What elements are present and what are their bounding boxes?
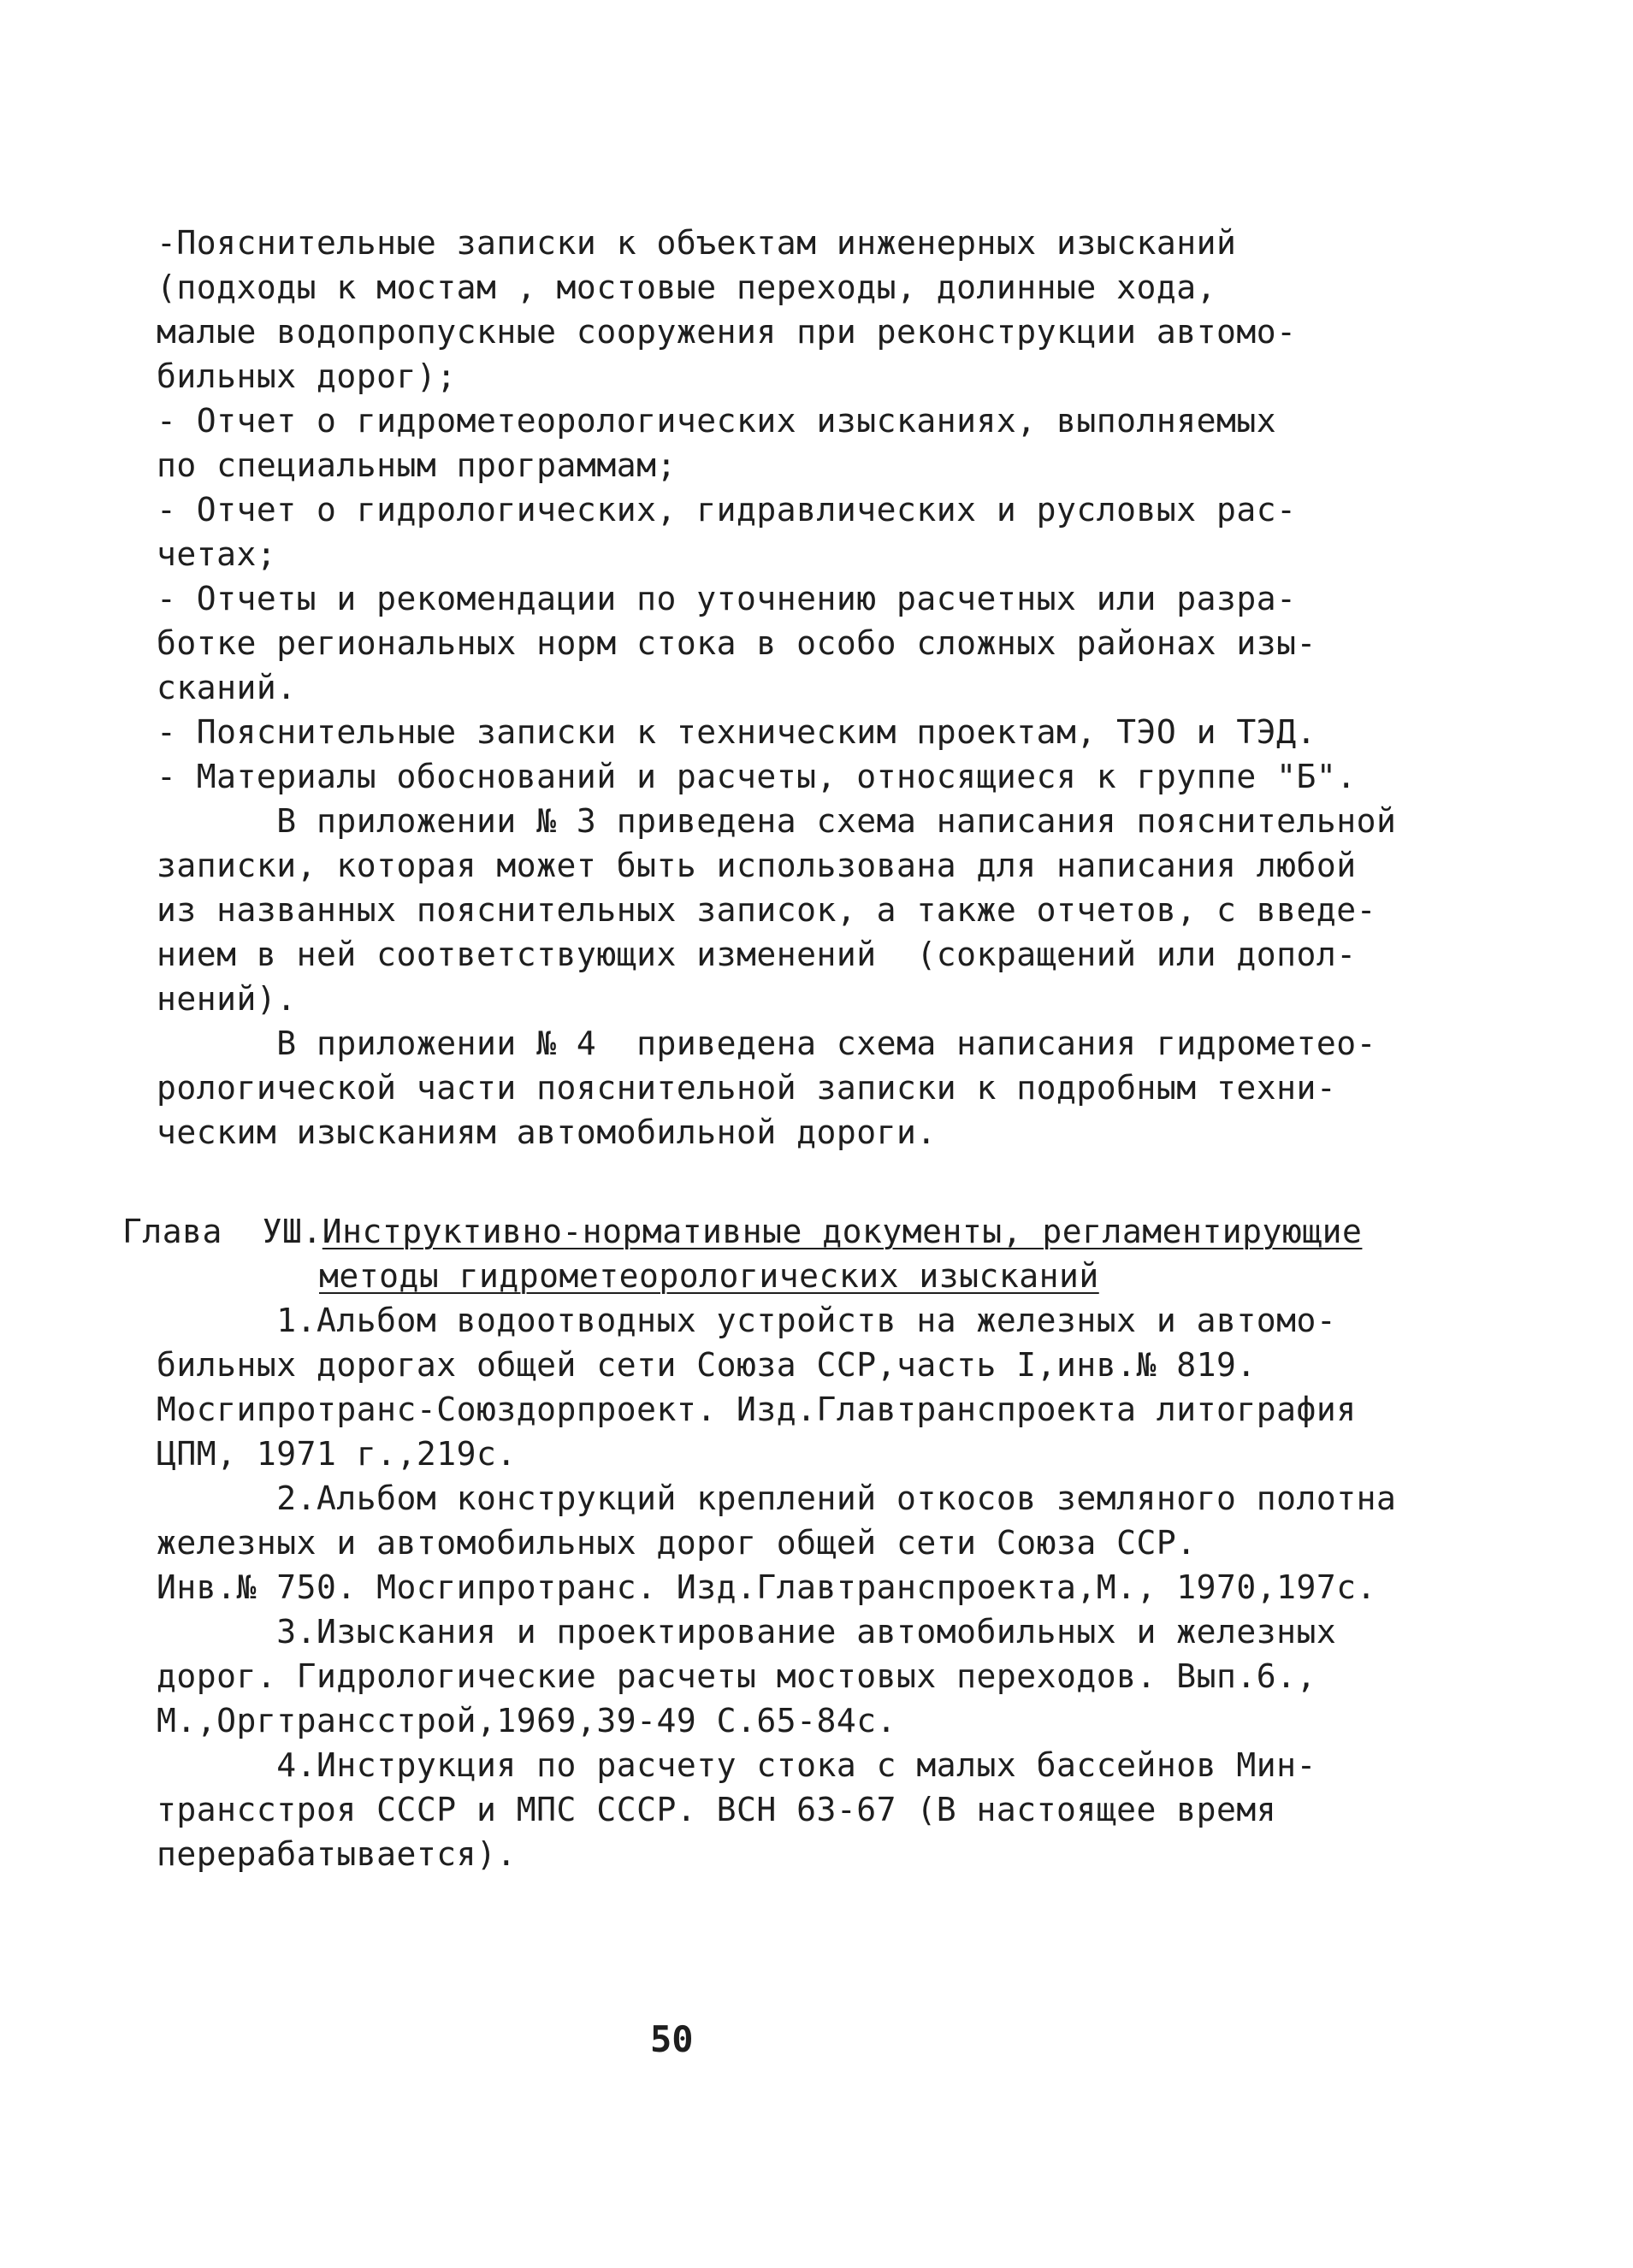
list-line-12: - Пояснительные записки к техническим проектам, ТЭО и ТЭД.: [157, 713, 1316, 751]
paragraph-line-3: из названных пояснительных записок, а также отчетов, с введе-: [157, 891, 1377, 929]
list-line-1: -Пояснительные записки к объектам инженерных изысканий: [157, 224, 1237, 262]
reference-line-10: М.,Оргтрансстрой,1969,39-49 С.65-84с.: [157, 1702, 896, 1739]
reference-line-3: Мосгипротранс-Союздорпроект. Изд.Главтранспроекта литография: [157, 1391, 1357, 1428]
list-line-5: - Отчет о гидрометеорологических изысканиях, выполняемых: [157, 402, 1277, 440]
page-number: 50: [650, 2018, 694, 2060]
reference-line-2: бильных дорогах общей сети Союза ССР,часть I,инв.№ 819.: [157, 1346, 1257, 1384]
list-line-8: четах;: [157, 535, 277, 573]
list-line-3: малые водопропускные сооружения при реконструкции автомо-: [157, 313, 1297, 351]
paragraph-line-1: В приложении № 3 приведена схема написания пояснительной: [157, 802, 1397, 840]
reference-line-13: перерабатывается).: [157, 1835, 517, 1873]
paragraph-line-7: рологической части пояснительной записки к подробным техни-: [157, 1069, 1337, 1107]
reference-line-8: 3.Изыскания и проектирование автомобильных и железных: [157, 1613, 1337, 1651]
paragraph-line-4: нием в ней соответствующих изменений (сокращений или допол-: [157, 936, 1357, 973]
reference-line-7: Инв.№ 750. Мосгипротранс. Изд.Главтранспроекта,М., 1970,197с.: [157, 1568, 1377, 1606]
reference-line-12: трансстроя СССР и МПС СССР. ВСН 63-67 (В настоящее время: [157, 1791, 1277, 1828]
reference-line-1: 1.Альбом водоотводных устройств на железных и автомо-: [157, 1302, 1337, 1339]
list-line-10: ботке региональных норм стока в особо сложных районах изы-: [157, 624, 1316, 662]
reference-line-6: железных и автомобильных дорог общей сети Союза ССР.: [157, 1524, 1197, 1562]
reference-line-11: 4.Инструкция по расчету стока с малых бассейнов Мин-: [157, 1746, 1316, 1784]
paragraph-line-6: В приложении № 4 приведена схема написания гидрометео-: [157, 1025, 1377, 1062]
reference-line-5: 2.Альбом конструкций креплений откосов земляного полотна: [157, 1480, 1397, 1517]
chapter-title-line-1: Инструктивно-нормативные документы, регламентирующие: [322, 1213, 1363, 1250]
list-line-7: - Отчет о гидрологических, гидравлических и русловых рас-: [157, 491, 1297, 529]
paragraph-line-8: ческим изысканиям автомобильной дороги.: [157, 1113, 937, 1151]
chapter-heading: [122, 1213, 1362, 1250]
list-line-6: по специальным программам;: [157, 446, 677, 484]
list-line-11: сканий.: [157, 669, 297, 706]
reference-line-4: ЦПМ, 1971 г.,219с.: [157, 1435, 517, 1473]
list-line-9: - Отчеты и рекомендации по уточнению расчетных или разра-: [157, 580, 1297, 617]
list-line-13: - Материалы обоснований и расчеты, относящиеся к группе "Б".: [157, 758, 1357, 795]
paragraph-line-2: записки, которая может быть использована для написания любой: [157, 847, 1357, 884]
reference-line-9: дорог. Гидрологические расчеты мостовых переходов. Вып.6.,: [157, 1657, 1316, 1695]
paragraph-line-5: нений).: [157, 980, 297, 1018]
list-line-4: бильных дорог);: [157, 357, 457, 395]
chapter-title-line-2: методы гидрометеорологических изысканий: [319, 1257, 1099, 1295]
list-line-2: (подходы к мостам , мостовые переходы, долинные хода,: [157, 269, 1217, 306]
chapter-prefix: Глава УШ.: [122, 1213, 322, 1250]
